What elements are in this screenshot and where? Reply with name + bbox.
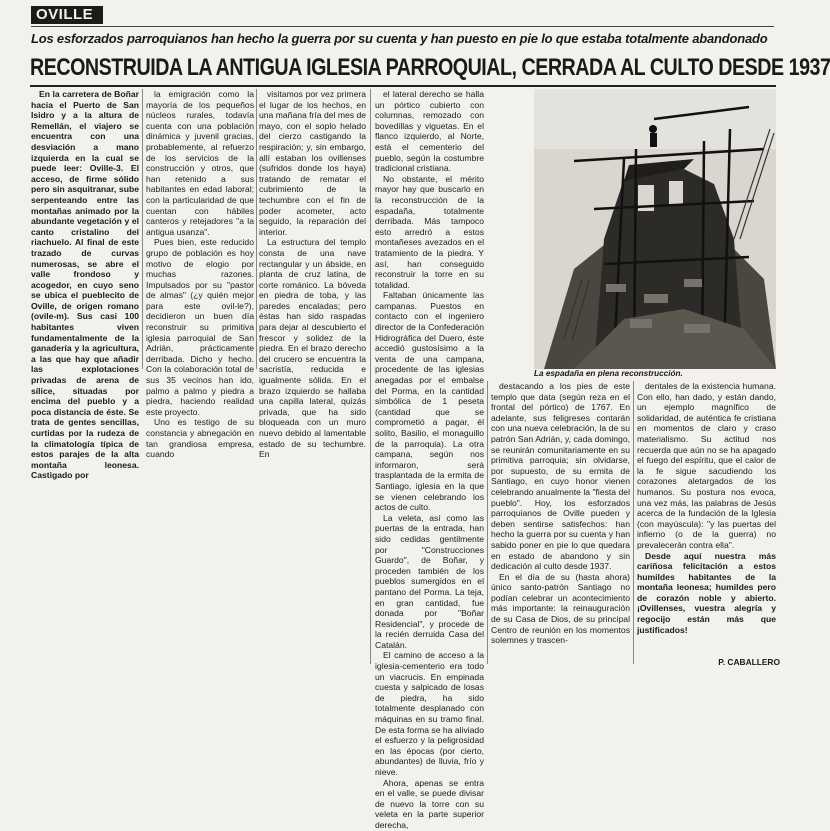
article-column-2 xyxy=(146,89,254,460)
paragraph: el lateral derecho se halla un pórtico cubierto con columnas, remozado con bovedillas y viguetas. En el flanco izquierdo, al Norte, está el cementerio del pueblo, según la costumbre tradicional cristiana. xyxy=(375,89,484,174)
paragraph: Desde aquí nuestra más cariñosa felicitación a estos humildes habitantes de la montaña leonesa; humildes pero de corazón noble y abierto. ¡Ovillenses, vuestra alegría y regocijo están más que justificados! xyxy=(637,550,776,635)
paragraph: visitamos por vez primera el lugar de los hechos, en una mañana fría del mes de mayo, con el soplo helado del cierzo castigando la respiración; y, sin embargo, allí estaban los ovillenses (sufridos donde los haya) tratando de rematar el cubrimiento de la techumbre con el fin de poder acometer, acto seguido, la reparación del interior. xyxy=(259,89,367,237)
article-column-1 xyxy=(31,89,139,481)
article-column-5 xyxy=(491,381,630,664)
paragraph: Uno es testigo de su constancia y abnegación en tan grandiosa empresa, cuando xyxy=(146,417,254,460)
column-rule xyxy=(487,381,488,664)
article-column-6 xyxy=(637,381,776,658)
column-rule xyxy=(633,381,634,664)
paragraph: destacando a los pies de este templo que data (según reza en el frontal del pórtico) de 1767. En adelante, sus feligreses contarán con una nueva celebración, la de su patrón San Adrián, y, cada domingo, se reunirán comunitariamente en su primitiva parroquia; sin olvidarse, por supuesto, de su ermita de Santiago, en cuyo honor vienen celebrando anualmente la "fiesta del pueblo". Hoy, los esforzados parroquianos de Oville pueden y deben sentirse satisfechos: han hecho la guerra por su cuenta y han sabido poner en pie lo que quedara en estado de abandono y sin dedicación al culto desde 1937. xyxy=(491,381,630,572)
author-signature: P. CABALLERO xyxy=(718,657,780,667)
headline: RECONSTRUIDA LA ANTIGUA IGLESIA PARROQUIAL, CERRADA AL CULTO DESDE 1937 xyxy=(30,54,830,81)
paragraph: Faltaban únicamente las campanas. Puestos en contacto con el ingeniero director de la Confederación Hidrográfica del Duero, éste accedió gustosísimo a la venta de una campana, procedente de las iglesias anegadas por el embalse del Porma, en la cantidad simbólica de 1 peseta (cantidad que se comprometió a pagar, él solito, Basilio, el monaguillo de la parroquia). La otra campana, según nos informaron, será trasplantada de la ermita de Santiago, iglesia en la que se vienen celebrando los actos de culto. xyxy=(375,290,484,513)
article-column-4 xyxy=(375,89,484,830)
photo-illustration xyxy=(534,89,776,369)
church-photo xyxy=(534,89,776,369)
paragraph: La veleta, así como las puertas de la entrada, han sido cedidas gentilmente por "Construcciones Guardo", de Boñar, y proceden también de los pueblos sumergidos en el pantano del Porma. La teja, en gran cantidad, fue donada por "Boñar Residencial", y procede de la recién derruida Casa del Catalán. xyxy=(375,512,484,650)
section-tag: OVILLE xyxy=(31,6,103,24)
paragraph: No obstante, el mérito mayor hay que buscarlo en la reconstrucción de la espadaña, totalmente derribada. Más tampoco esto arredró a estos montañeses avezados en el tratamiento de la piedra. Y así, han conseguido reconstruir la torre en su totalidad. xyxy=(375,173,484,290)
paragraph: Pues bien, este reducido grupo de población es hoy motivo de elogio por muchas razones. Impulsados por su "pastor de almas" (¿y quién mejor para este ovil-le?), decidieron un buen día reconstruir su primitiva iglesia parroquial de San Adrián, prácticamente derribada. Dicho y hecho. Con la colaboración total de sus 35 vecinos han ido, palmo a palmo y piedra a piedra, haciendo realidad este proyecto. xyxy=(146,237,254,417)
paragraph: En el día de su (hasta ahora) único santo-patrón Santiago no podían celebrar un acontecimiento más importante: la reinauguración de su Casa de Dios, de su principal Centro de reunión en los momentos solemnes y trascen- xyxy=(491,571,630,646)
paragraph: El camino de acceso a la iglesia-cementerio era todo un viacrucis. En empinada cuesta y salpicado de losas de piedra, ha sido totalmente desplanado con máquinas en su tramo final. De esta forma se ha aliviado el esfuerzo y la peligrosidad en las épocas (por cierto, abundantes) de lluvia, frío y nieve. xyxy=(375,650,484,777)
paragraph: En la carretera de Boñar hacia el Puerto de San Isidro y a la altura de Remellán, el viajero se encuentra con una desviación a mano izquierda en la cual se puede leer: Oville-3. El acceso, de firme sólido pero sin asquitranar, sube serpenteando entre las montañas animado por la abundante vegetación y el canto cristalino del riachuelo. Al final de este trazado de curvas numerosas, se abre el valle frondoso y acogedor, en cuyo seno se ubica el pueblecito de Oville, de origen romano (ovile-m). Sus casi 100 habitantes viven fundamentalmente de la ganadería y la agricultura, a las que hay que añadir las explotaciones privadas de arena de sílice, situadas por encima del pueblo y a poca distancia de éste. Se trata de gentes sencillas, curtidas por la rudeza de la climatología típica de estos parajes de la alta montaña leonesa. Castigado por xyxy=(31,89,139,481)
section-rule xyxy=(31,26,774,27)
kicker-subheadline: Los esforzados parroquianos han hecho la guerra por su cuenta y han puesto en pie lo que estaba totalmente abandonado xyxy=(31,31,768,46)
article-column-3 xyxy=(259,89,367,460)
photo-caption: La espadaña en plena reconstrucción. xyxy=(534,369,683,378)
column-rule xyxy=(142,89,143,369)
paragraph: la emigración como la mayoría de los pequeños núcleos rurales, todavía cuenta con una población dinámica y juvenil gracias, probablemente, al refuerzo de los servicios de la construcción y otros, que han retenido a sus habitantes en edad laboral; con la particularidad de que cuentan con hábiles canteros y retejadores "a la antigua usanza". xyxy=(146,89,254,237)
paragraph: dentales de la existencia humana. Con ello, han dado, y están dando, un ejemplo magnífico de solidaridad, de auténtica fe cristiana en momentos de claro y craso materialismo. Su actitud nos recuerda que aún no se ha apagado el fuego del espíritu, que el calor de la fe sigue sacudiendo los corazones aletargados de los humanos. Su postura nos evoca, una vez más, las palabras de Jesús acerca de la fundación de la Iglesia (con mayúscula): "y las puertas del infierno (o de la guerra) no prevalecerán contra ella". xyxy=(637,381,776,550)
headline-rule xyxy=(30,85,776,87)
column-rule xyxy=(370,89,371,664)
column-rule xyxy=(256,89,257,369)
paragraph: La estructura del templo consta de una nave rectangular y un ábside, en planta de cruz latina, de corte románico. La bóveda en piedra de toba, y las paredes encaladas; pero éstas han sido raspadas para dejar al descubierto el frescor y solidez de la piedra. En el brazo derecho del crucero se encuentra la sacristía, reducida e igualmente sólida. En el brazo izquierdo se hallaba una capilla lateral, quizás privada, que ha sido bloqueada con un muro nuevo debido al lamentable estado de su techumbre. En xyxy=(259,237,366,460)
paragraph: Ahora, apenas se entra en el valle, se puede divisar de nuevo la torre con su veleta en la parte superior derecha, xyxy=(375,777,484,830)
